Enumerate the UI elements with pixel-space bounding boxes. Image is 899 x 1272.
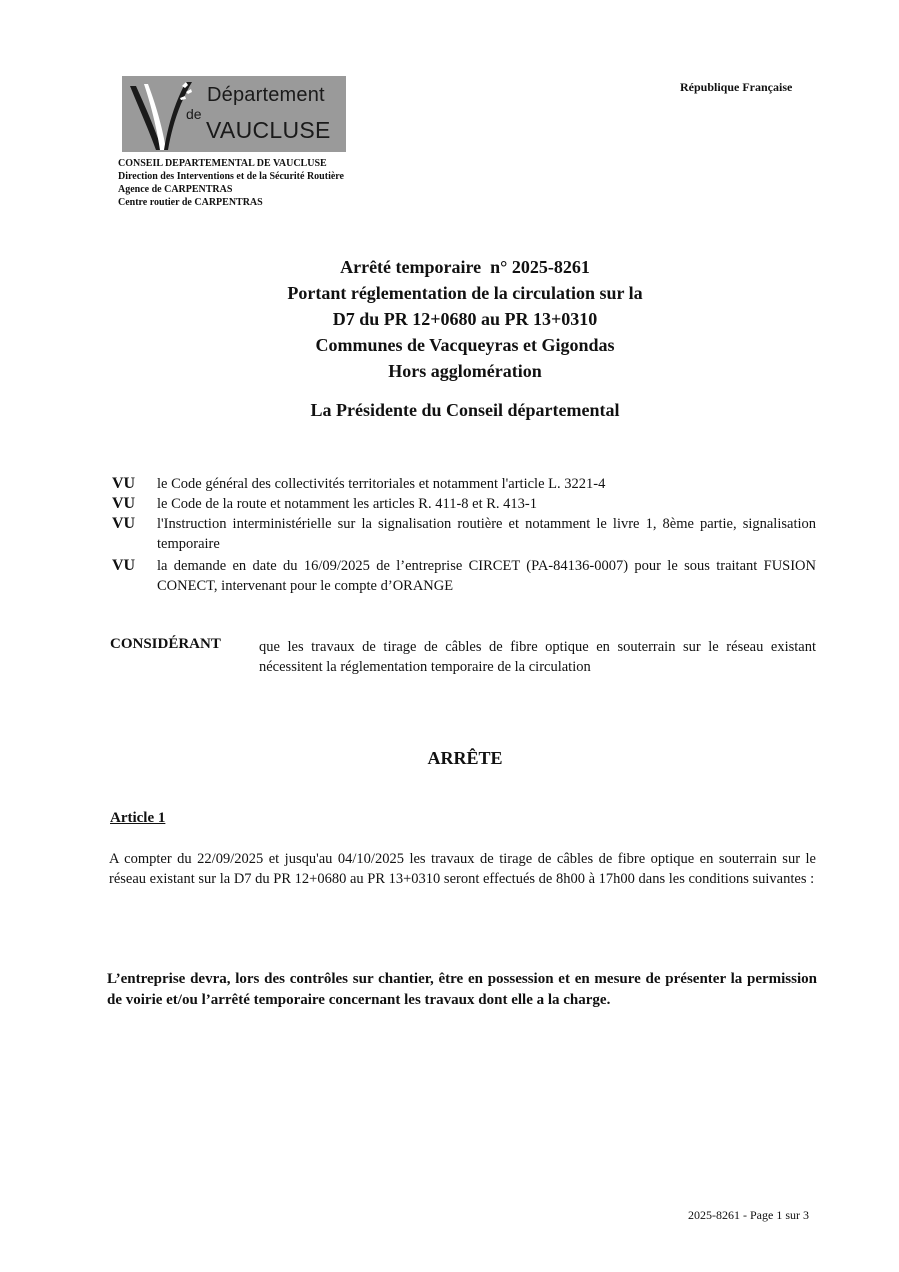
vu-text: le Code général des collectivités territoriales et notamment l'article L. 3221-4 [157, 476, 606, 492]
title-line: D7 du PR 12+0680 au PR 13+0310 [332, 309, 598, 329]
departement-logo [122, 76, 346, 152]
vu-item [112, 474, 816, 494]
org-line: Direction des Interventions et de la Sécurité Routière [118, 171, 344, 182]
article-1-title: Article 1 [110, 810, 166, 826]
title-line: Portant réglementation de la circulation sur la [287, 283, 643, 303]
org-line: CONSEIL DEPARTEMENTAL DE VAUCLUSE [118, 158, 327, 169]
title-line: Communes de Vacqueyras et Gigondas [315, 335, 615, 355]
considerant-label: CONSIDÉRANT [110, 636, 221, 652]
logo-departement-text: Département [207, 84, 325, 106]
article-1-text: A compter du 22/09/2025 et jusqu'au 04/10/2025 les travaux de tirage de câbles de fibre optique en souterrain sur le réseau existant sur la D7 du PR 12+0680 au PR 13+0310 seront effectués de 8h00 à 17h00 dans les conditions suivantes : [109, 851, 816, 887]
authority-heading: La Présidente du Conseil départemental [310, 400, 620, 420]
vu-item [112, 556, 816, 596]
org-line: Centre routier de CARPENTRAS [118, 197, 263, 208]
contractor-notice: L’entreprise devra, lors des contrôles sur chantier, être en possession et en mesure de présenter la permission de voirie et/ou l’arrêté temporaire concernant les travaux dont elle a la charge. [107, 971, 817, 1008]
considerant-text: que les travaux de tirage de câbles de fibre optique en souterrain sur le réseau existant nécessitent la réglementation temporaire de la circulation [259, 639, 816, 675]
organization-info [118, 157, 344, 209]
vu-label: VU [112, 557, 136, 574]
vu-text: le Code de la route et notamment les articles R. 411-8 et R. 413-1 [157, 496, 537, 512]
title-line: Arrêté temporaire n° 2025-8261 [340, 257, 590, 277]
org-line: Agence de CARPENTRAS [118, 184, 233, 195]
arrete-heading: ARRÊTE [427, 748, 503, 768]
vu-item [112, 494, 816, 514]
title-line: Hors agglomération [388, 361, 542, 381]
vu-label: VU [112, 475, 136, 492]
logo-vaucluse-text: VAUCLUSE [206, 117, 331, 143]
vu-text: la demande en date du 16/09/2025 de l’entreprise CIRCET (PA-84136-0007) pour le sous traitant FUSION CONECT, intervenant pour le compte d’ORANGE [157, 558, 816, 594]
page-footer: 2025-8261 - Page 1 sur 3 [688, 1208, 809, 1222]
logo-de-text: de [186, 106, 202, 122]
vu-label: VU [112, 495, 136, 512]
vu-item [112, 514, 816, 554]
republique-francaise: République Française [680, 80, 793, 94]
vu-label: VU [112, 515, 136, 532]
document-title [200, 254, 730, 384]
vu-text: l'Instruction interministérielle sur la signalisation routière et notamment le livre 1, 8ème partie, signalisation temporaire [157, 516, 816, 552]
